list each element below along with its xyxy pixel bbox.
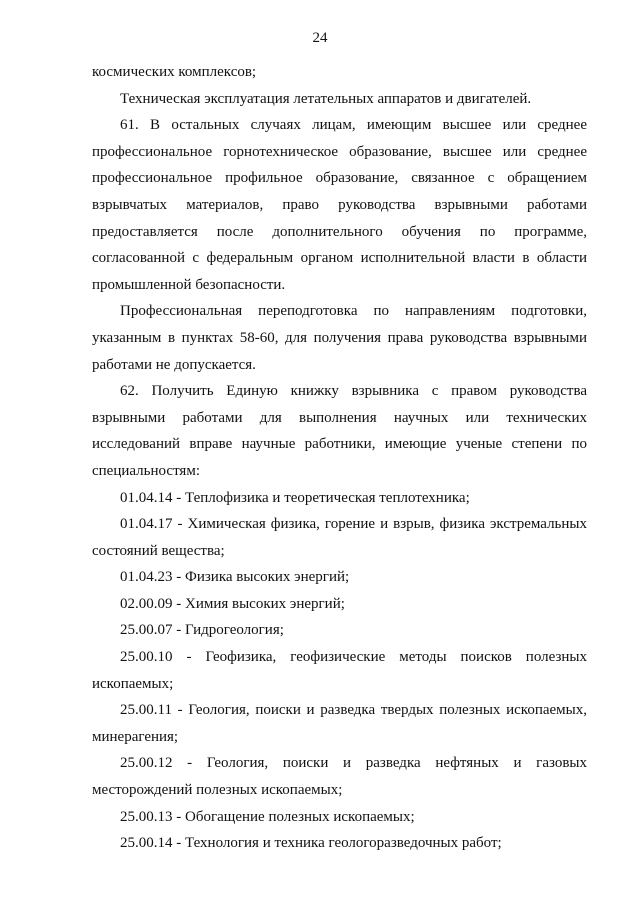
document-body [92,59,587,857]
text-line: 25.00.13 - Обогащение полезных ископаемых; [120,808,415,825]
text-line: профессиональное горнотехническое образование, высшее или среднее [92,143,587,160]
text-line: 25.00.10 - Геофизика, геофизические методы поисков полезных [120,649,587,666]
text-line: 01.04.23 - Физика высоких энергий; [120,569,350,586]
specialty-item [92,697,587,750]
text-line: минерагения; [92,728,179,745]
specialty-item [92,804,587,831]
text-line: состояний вещества; [92,542,225,559]
text-line: 25.00.11 - Геология, поиски и разведка твердых полезных ископаемых, [120,702,587,719]
text-line: промышленной безопасности. [92,276,286,293]
text-line: 25.00.12 - Геология, поиски и разведка нефтяных и газовых [120,755,587,772]
text-line: взрывчатых материалов, право руководства взрывными работами [92,196,587,213]
paragraph-retraining [92,298,587,378]
specialty-item [92,591,587,618]
paragraph-continuation [92,59,587,86]
text-line: 25.00.14 - Технология и техника геологоразведочных работ; [120,835,502,852]
text-line: взрывными работами для выполнения научных или технических [92,409,587,426]
text-line: месторождений полезных ископаемых; [92,782,343,799]
text-line: 02.00.09 - Химия высоких энергий; [120,595,345,612]
specialty-item [92,617,587,644]
text-line: 61. В остальных случаях лицам, имеющим высшее или среднее [120,117,587,134]
specialty-item [92,830,587,857]
text-line: ископаемых; [92,675,174,692]
text-line: предоставляется после дополнительного обучения по программе, [92,223,587,240]
text-line: профессиональное профильное образование, связанное с обращением [92,170,587,187]
specialty-item [92,750,587,803]
text-line: 62. Получить Единую книжку взрывника с правом руководства [120,383,587,400]
text-line: космических комплексов; [92,64,257,80]
specialty-item [92,511,587,564]
paragraph-aircraft-operation [92,86,587,113]
text-line: 25.00.07 - Гидрогеология; [120,622,284,639]
page-number: 24 [312,30,328,46]
specialty-item [92,644,587,697]
text-line: указанным в пунктах 58-60, для получения права руководства взрывными [92,329,587,346]
text-line: 01.04.17 - Химическая физика, горение и взрыв, физика экстремальных [120,516,587,533]
text-line: исследований вправе научные работники, имеющие ученые степени по [92,436,587,453]
text-line: Профессиональная переподготовка по направлениям подготовки, [120,303,587,320]
paragraph-61 [92,112,587,298]
paragraph-62 [92,378,587,484]
text-line: работами не допускается. [92,356,256,373]
text-line: согласованной с федеральным органом исполнительной власти в области [92,250,587,267]
specialty-item [92,485,587,512]
text-line: Техническая эксплуатация летательных аппаратов и двигателей. [120,90,532,107]
text-line: специальностям: [92,462,200,479]
specialty-item [92,564,587,591]
text-line: 01.04.14 - Теплофизика и теоретическая теплотехника; [120,489,470,506]
